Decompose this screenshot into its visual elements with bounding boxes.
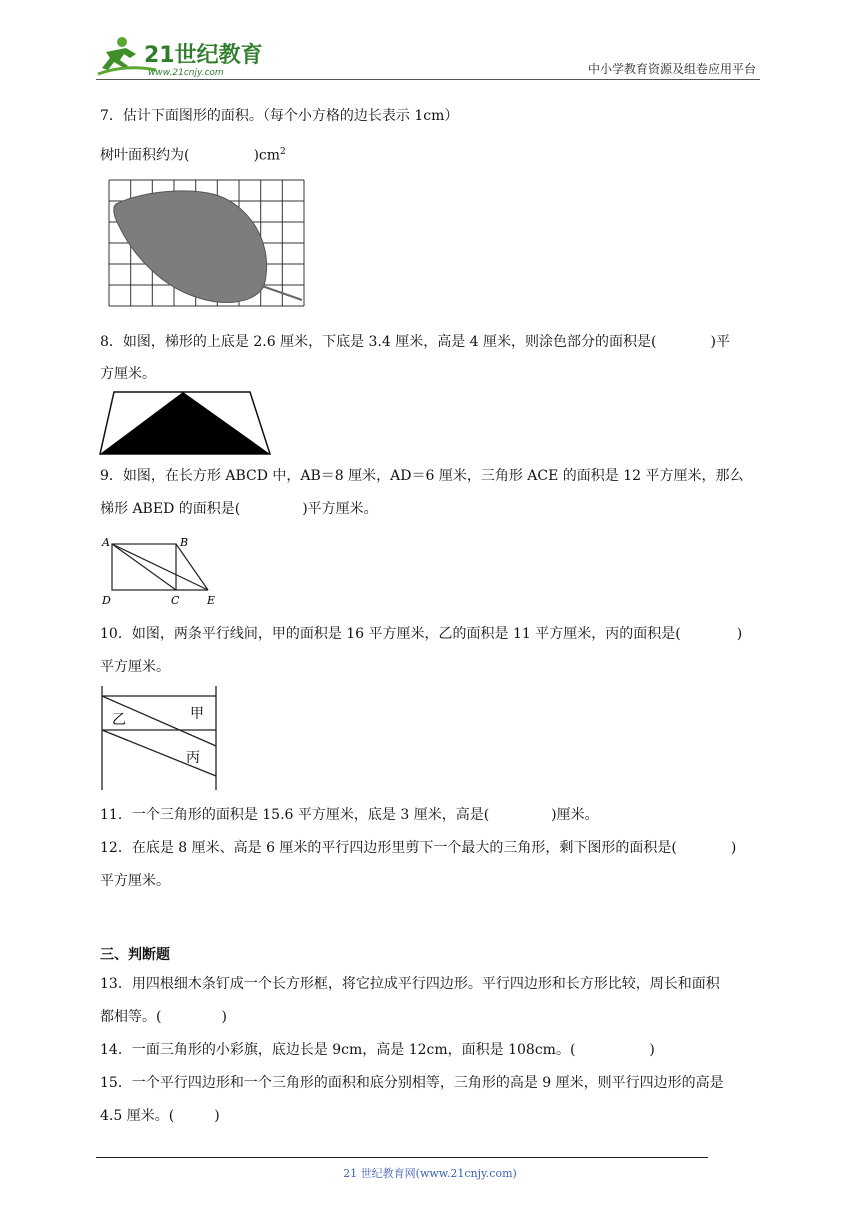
- q15-suffix: ): [214, 1108, 220, 1124]
- q7-answer-line: [100, 142, 286, 166]
- label-b: B: [180, 536, 189, 549]
- q13-text: 13．用四根细木条钉成一个长方形框，将它拉成平行四边形。平行四边形和长方形比较，周长和面积: [100, 976, 720, 992]
- label-c: C: [171, 594, 180, 607]
- q14-text: [100, 1040, 655, 1060]
- q13-suffix: ): [221, 1009, 227, 1025]
- label-jia: 甲: [190, 706, 204, 722]
- runner-logo-icon: [96, 34, 266, 78]
- header-divider: [96, 79, 760, 80]
- q13-answer-line: [100, 1007, 227, 1027]
- logo-text: 21世纪教育: [144, 43, 263, 68]
- q7-suffix: )cm: [253, 147, 281, 164]
- q12-question: 12．在底是 8 厘米、高是 6 厘米的平行四边形里剪下一个最大的三角形，剩下图形的面积是(: [100, 840, 677, 856]
- q15-prefix: 4.5 厘米。(: [100, 1108, 175, 1124]
- q8-suffix: )平: [710, 334, 730, 350]
- q14-suffix: ): [649, 1042, 655, 1058]
- q12-text-line2: 平方厘米。: [100, 873, 170, 889]
- label-e: E: [207, 594, 216, 607]
- q7-text: 7．估计下面图形的面积。（每个小方格的边长表示 1cm）: [100, 108, 459, 124]
- section-title: 三、判断题: [100, 947, 170, 963]
- q10-suffix: ): [736, 626, 743, 642]
- rectangle-abcd-figure: [98, 534, 228, 610]
- q15-answer-line: [100, 1106, 220, 1126]
- q8-question: 8．如图，梯形的上底是 2.6 厘米，下底是 3.4 厘米，高是 4 厘米，则涂色部分的面积是(: [100, 334, 657, 350]
- q9-answer-line: [100, 499, 378, 519]
- label-a: A: [102, 536, 110, 549]
- label-bing: 丙: [186, 750, 200, 766]
- q10-text: [100, 624, 742, 644]
- q9-suffix: )平方厘米。: [302, 501, 378, 517]
- q8-text-line2: 方厘米。: [100, 366, 156, 382]
- logo-url: www.21cnjy.com: [148, 68, 224, 78]
- trapezoid-figure: [98, 390, 274, 458]
- q11-suffix: )厘米。: [551, 807, 599, 823]
- q7-prefix: 树叶面积约为(: [100, 147, 190, 164]
- footer-divider: [96, 1157, 708, 1158]
- platform-name: 中小学教育资源及组卷应用平台: [587, 62, 756, 76]
- parallel-lines-figure: [96, 684, 222, 794]
- q11-text: [100, 805, 599, 825]
- q15-text: 15．一个平行四边形和一个三角形的面积和底分别相等，三角形的高是 9 厘米，则平行四边形的高是: [100, 1075, 724, 1091]
- q12-suffix: ): [730, 840, 737, 856]
- q12-text: [100, 838, 736, 858]
- site-logo: [96, 34, 266, 78]
- q10-question: 10．如图，两条平行线间，甲的面积是 16 平方厘米，乙的面积是 11 平方厘米，丙的面积是(: [100, 626, 681, 642]
- q7-superscript: 2: [280, 147, 286, 157]
- q10-text-line2: 平方厘米。: [100, 659, 170, 675]
- q9-text: 9．如图，在长方形 ABCD 中，AB＝8 厘米，AD＝6 厘米，三角形 ACE 的面积是 12 平方厘米，那么: [100, 468, 744, 484]
- leaf-grid-figure: [104, 178, 314, 312]
- q8-text: [100, 332, 730, 352]
- q11-question: 11．一个三角形的面积是 15.6 平方厘米，底是 3 厘米，高是(: [100, 807, 490, 823]
- q13-prefix: 都相等。(: [100, 1009, 162, 1025]
- q14-question: 14．一面三角形的小彩旗，底边长是 9cm，高是 12cm，面积是 108cm。(: [100, 1042, 576, 1058]
- label-d: D: [102, 594, 111, 607]
- q9-prefix: 梯形 ABED 的面积是(: [100, 501, 241, 517]
- footer-text: 21 世纪教育网(www.21cnjy.com): [343, 1167, 517, 1180]
- label-yi: 乙: [112, 712, 126, 728]
